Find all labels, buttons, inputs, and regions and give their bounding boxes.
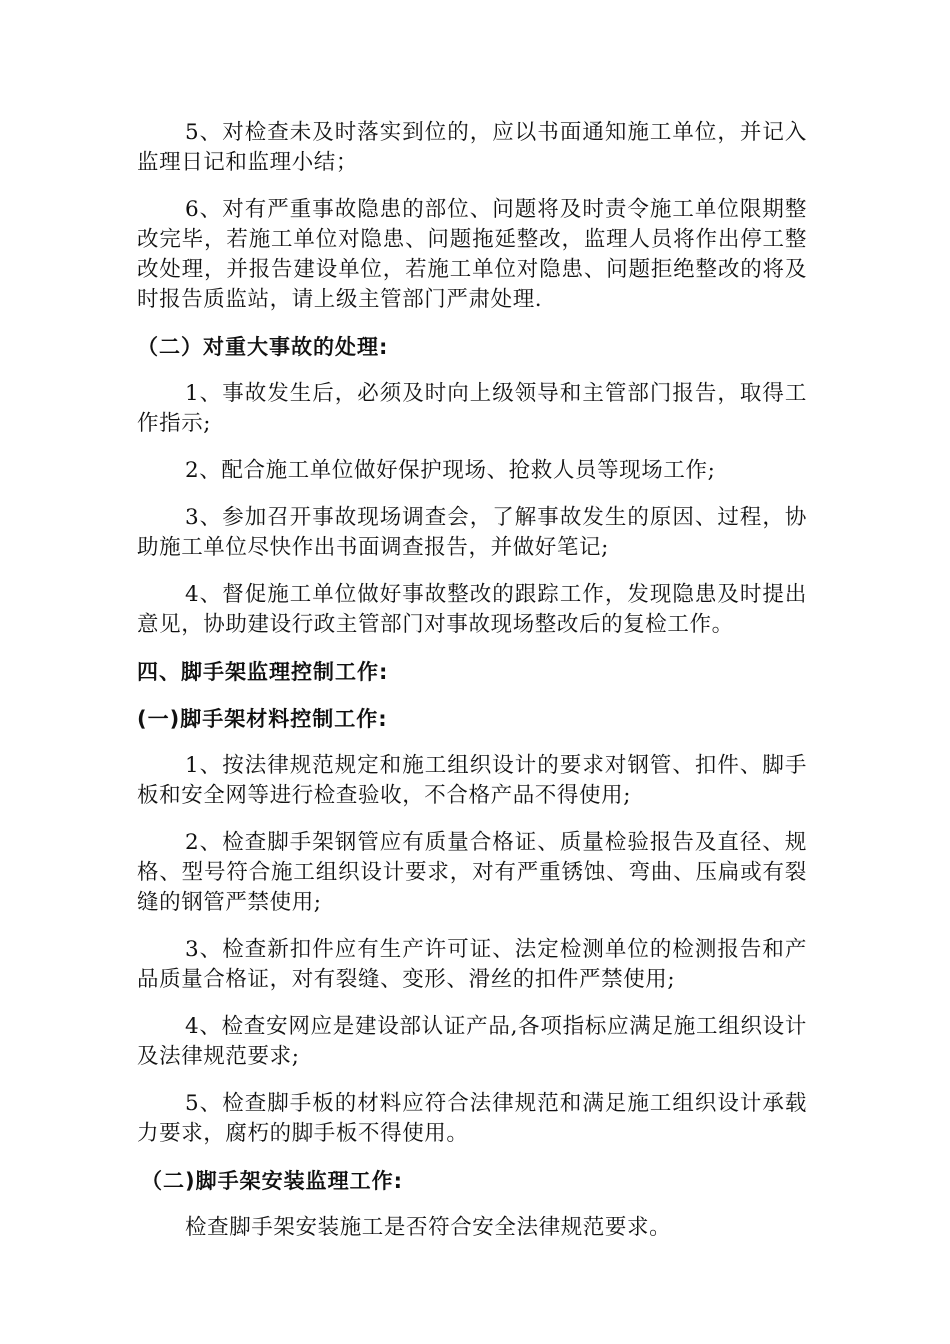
section-heading-scaffold-control: 四、脚手架监理控制工作:	[137, 660, 389, 684]
paragraph-accident-1: 1、事故发生后，必须及时向上级领导和主管部门报告，取得工作指示;	[137, 381, 807, 436]
paragraph-material-3: 3、检查新扣件应有生产许可证、法定检测单位的检测报告和产品质量合格证，对有裂缝、变形、滑丝的扣件严禁使用;	[137, 937, 807, 992]
section-heading-scaffold-install: （二)脚手架安装监理工作:	[141, 1169, 403, 1193]
paragraph-material-4: 4、检查安网应是建设部认证产品,各项指标应满足施工组织设计及法律规范要求;	[137, 1014, 807, 1069]
paragraph-accident-4: 4、督促施工单位做好事故整改的跟踪工作，发现隐患及时提出意见，协助建设行政主管部门对事故现场整改后的复检工作。	[137, 582, 807, 637]
paragraph-item-6: 6、对有严重事故隐患的部位、问题将及时责令施工单位限期整改完毕，若施工单位对隐患、问题拖延整改，监理人员将作出停工整改处理，并报告建设单位，若施工单位对隐患、问题拒绝整改的将及时报告质监站，请上级主管部门严肃处理.	[137, 197, 807, 312]
paragraph-material-1: 1、按法律规范规定和施工组织设计的要求对钢管、扣件、脚手板和安全网等进行检查验收，不合格产品不得使用;	[137, 753, 807, 808]
paragraph-material-2: 2、检查脚手架钢管应有质量合格证、质量检验报告及直径、规格、型号符合施工组织设计要求，对有严重锈蚀、弯曲、压扁或有裂缝的钢管严禁使用;	[137, 830, 807, 915]
section-heading-scaffold-material: (一)脚手架材料控制工作:	[137, 707, 388, 731]
paragraph-item-5: 5、对检查未及时落实到位的，应以书面通知施工单位，并记入监理日记和监理小结；	[137, 120, 807, 175]
paragraph-install: 检查脚手架安装施工是否符合安全法律规范要求。	[185, 1215, 672, 1240]
paragraph-material-5: 5、检查脚手板的材料应符合法律规范和满足施工组织设计承载力要求，腐朽的脚手板不得使用。	[137, 1091, 807, 1146]
paragraph-accident-2: 2、配合施工单位做好保护现场、抢救人员等现场工作;	[185, 458, 716, 483]
paragraph-accident-3: 3、参加召开事故现场调查会，了解事故发生的原因、过程，协助施工单位尽快作出书面调查报告，并做好笔记;	[137, 505, 807, 560]
document-body	[137, 118, 807, 1243]
section-heading-major-accident: （二）对重大事故的处理:	[137, 335, 389, 359]
